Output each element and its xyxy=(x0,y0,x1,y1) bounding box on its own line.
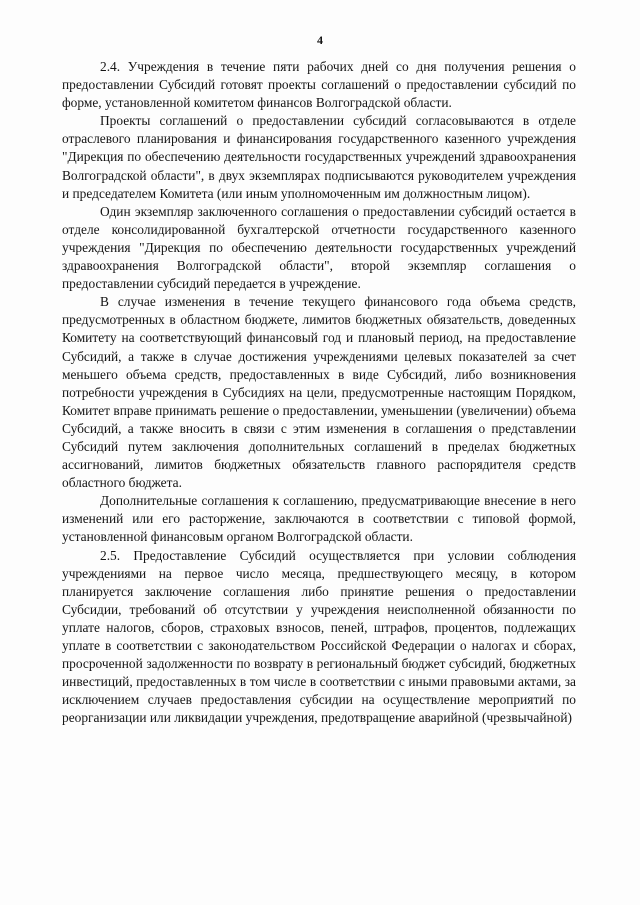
paragraph-additional-agreements: Дополнительные соглашения к соглашению, предусматривающие внесение в него изменений или его расторжение, заключаются в соответствии с типовой формой, установленной финансовым органом Волгоградской области. xyxy=(62,493,576,545)
paragraph-2-4: 2.4. Учреждения в течение пяти рабочих дней со дня получения решения о предоставлении Субсидий готовят проекты соглашений о предоставлении субсидий по форме, установленной комитетом финансов Волгоградской области. xyxy=(62,59,576,111)
paragraph-changes: В случае изменения в течение текущего финансового года объема средств, предусмотренных в областном бюджете, лимитов бюджетных обязательств, доведенных Комитету на соответствующий финансовый год и плановый период, на предоставление Субсидий, а также в случае достижения учреждениями целевых показателей за счет меньшего объема средств, предоставленных в виде Субсидий, либо возникновения потребности учреждения в Субсидиях на цели, предусмотренные настоящим Порядком, Комитет вправе принимать решение о предоставлении, уменьшении (увеличении) объема Субсидий, а также вносить в связи с этим изменения в соглашения о представлении Субсидий путем заключения дополнительных соглашений в пределах бюджетных ассигнований, лимитов бюджетных обязательств главного распорядителя средств областного бюджета. xyxy=(62,294,576,491)
document-body xyxy=(62,58,576,727)
paragraph-agreement-approval: Проекты соглашений о предоставлении субсидий согласовываются в отделе отраслевого планирования и финансирования государственного казенного учреждения "Дирекция по обеспечению деятельности государственных учреждений здравоохранения Волгоградской области", в двух экземплярах подписываются руководителем учреждения и председателем Комитета (или иным уполномоченным им должностным лицом). xyxy=(62,113,576,201)
paragraph-2-5: 2.5. Предоставление Субсидий осуществляется при условии соблюдения учреждениями на первое число месяца, предшествующего месяцу, в котором планируется заключение соглашения либо принятие решения о предоставлении Субсидии, требований об отсутствии у учреждения неисполненной обязанности по уплате налогов, сборов, страховых взносов, пеней, штрафов, процентов, подлежащих уплате в соответствии с законодательством Российской Федерации о налогах и сборах, просроченной задолженности по возврату в региональный бюджет субсидий, бюджетных инвестиций, предоставленных в том числе в соответствии с иными правовыми актами, за исключением случаев предоставления субсидии на осуществление мероприятий по реорганизации или ликвидации учреждения, предотвращение аварийной (чрезвычайной) xyxy=(62,547,576,726)
paragraph-agreement-copy: Один экземпляр заключенного соглашения о предоставлении субсидий остается в отделе консолидированной бухгалтерской отчетности государственного казенного учреждения "Дирекция по обеспечению деятельности государственных учреждений здравоохранения Волгоградской области", второй экземпляр соглашения о предоставлении субсидий передается в учреждение. xyxy=(62,203,576,292)
page-number: 4 xyxy=(317,33,323,47)
